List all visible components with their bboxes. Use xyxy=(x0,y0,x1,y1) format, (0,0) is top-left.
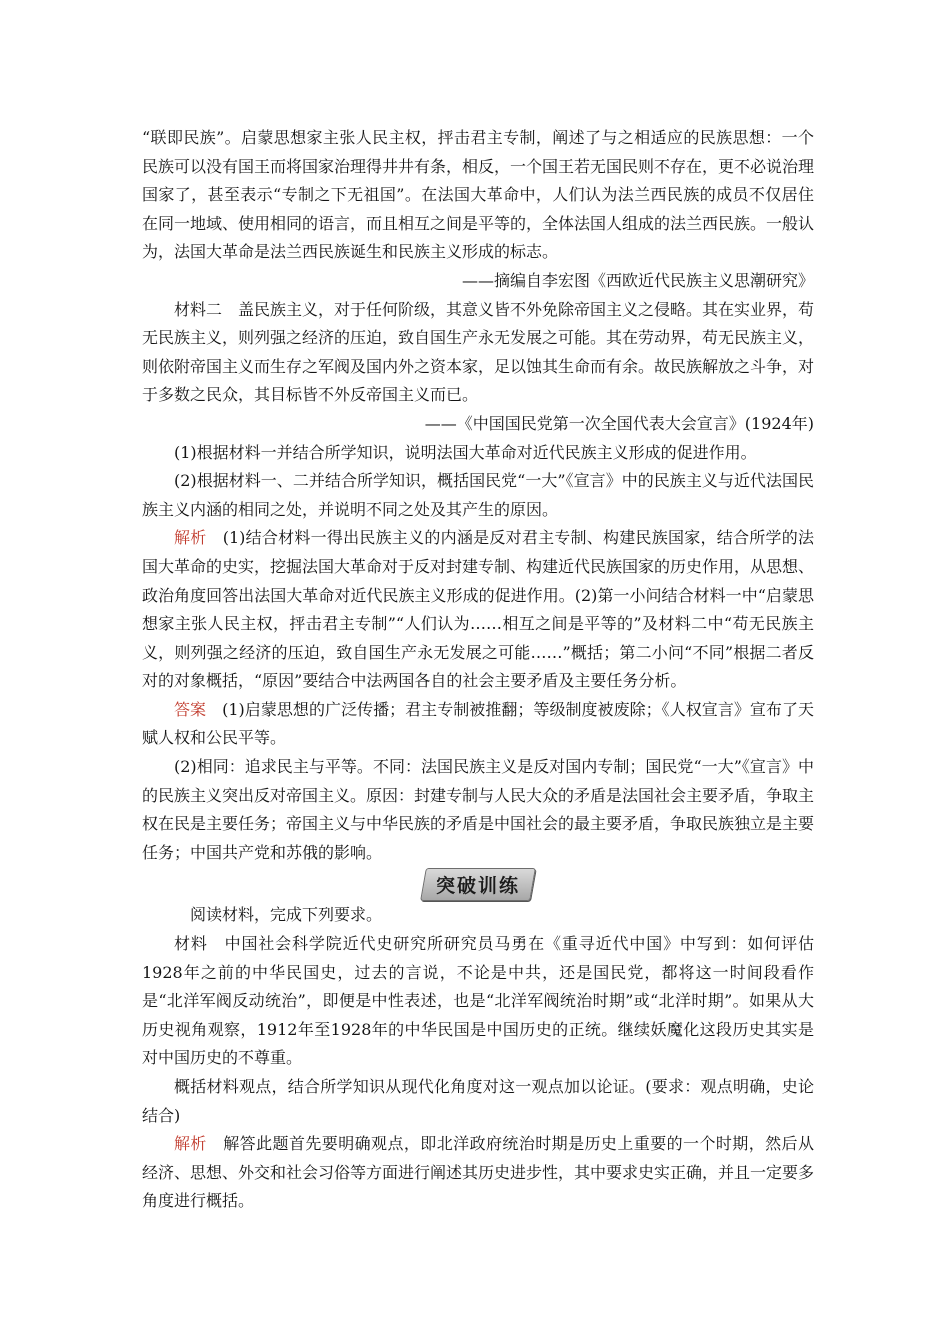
banner-title: 突破训练 xyxy=(435,874,520,897)
banner-box xyxy=(420,868,536,901)
training-material: 材料 中国社会科学院近代史研究所研究员马勇在《重寻近代中国》中写到：如何评估1928年之前的中华民国史，过去的言说，不论是中共，还是国民党，都将这一时间段看作是“北洋军阀反动统治”，即便是中性表述，也是“北洋军阀统治时期”或“北洋时期”。如果从大历史视角观察，1912年至1928年的中华民国是中国历史的正统。继续妖魔化这段历史其实是对中国历史的不尊重。 xyxy=(142,934,814,1068)
instruction-text: 阅读材料，完成下列要求。 xyxy=(190,905,383,925)
question-two: (2)根据材料一、二并结合所学知识，概括国民党“一大”《宣言》中的民族主义与近代法国民族主义内涵的相同之处，并说明不同之处及其产生的原因。 xyxy=(142,471,814,519)
page-content xyxy=(142,124,814,1216)
analysis-label: 解析 xyxy=(174,528,207,548)
answer-one-text: (1)启蒙思想的广泛传播；君主专制被推翻；等级制度被废除；《人权宣言》宣布了天赋人权和公民平等。 xyxy=(142,699,814,748)
answer-block xyxy=(142,696,814,753)
material-one-paragraph: “联即民族”。启蒙思想家主张人民主权，抨击君主专制，阐述了与之相适应的民族思想：一个民族可以没有国王而将国家治理得井井有条，相反，一个国王若无国民则不存在，更不必说治理国家了，甚至表示“专制之下无祖国”。在法国大革命中，人们认为法兰西民族的成员不仅居住在同一地域、使用相同的语言，而且相互之间是平等的，全体法国人组成的法兰西民族。一般认为，法国大革命是法兰西民族诞生和民族主义形成的标志。 xyxy=(142,128,815,262)
section-banner xyxy=(142,867,814,901)
training-analysis-label: 解析 xyxy=(174,1134,207,1154)
material-two-paragraph: 材料二 盖民族主义，对于任何阶级，其意义皆不外免除帝国主义之侵略。其在实业界，苟无民族主义，则列强之经济的压迫，致自国生产永无发展之可能。其在劳动界，苟无民族主义，则依附帝国主义而生存之军阀及国内外之资本家，足以蚀其生命而有余。故民族解放之斗争，对于多数之民众，其目标皆不外反帝国主义而已。 xyxy=(142,299,815,405)
question-one: (1)根据材料一并结合所学知识，说明法国大革命对近代民族主义形成的促进作用。 xyxy=(174,442,757,462)
training-analysis-text: 解答此题首先要明确观点，即北洋政府统治时期是历史上重要的一个时期，然后从经济、思想、外交和社会习俗等方面进行阐述其历史进步性，其中要求史实正确，并且一定要多角度进行概括。 xyxy=(142,1134,815,1211)
analysis-text: (1)结合材料一得出民族主义的内涵是反对君主专制、构建民族国家，结合所学的法国大革命的史实，挖掘法国大革命对于反对封建专制、构建近代民族国家的历史作用，从思想、政治角度回答出法国大革命对近代民族主义形成的促进作用。(2)第一小问结合材料一中“启蒙思想家主张人民主权，抨击君主专制”“人们认为……相互之间是平等的”及材料二中“苟无民族主义，则列强之经济的压迫，致自国生产永无发展之可能……”概括；第二小问“不同”根据二者反对的对象概括，“原因”要结合中法两国各自的社会主要矛盾及主要任务分析。 xyxy=(142,528,815,691)
answer-two-text: (2)相同：追求民主与平等。不同：法国民族主义是反对国内专制；国民党“一大”《宣言》中的民族主义突出反对帝国主义。原因：封建专制与人民大众的矛盾是法国社会主要矛盾，争取主权在民是主要任务；帝国主义与中华民族的矛盾是中国社会的最主要矛盾，争取民族独立是主要任务；中国共产党和苏俄的影响。 xyxy=(142,757,815,862)
training-analysis-block xyxy=(142,1130,814,1216)
training-question: 概括材料观点，结合所学知识从现代化角度对这一观点加以论证。(要求：观点明确，史论结合) xyxy=(142,1077,814,1125)
material-two-source: ——《中国国民党第一次全国代表大会宣言》(1924年) xyxy=(424,413,814,433)
analysis-block xyxy=(142,524,814,696)
answer-label: 答案 xyxy=(174,699,207,719)
material-one-source: ——摘编自李宏图《西欧近代民族主义思潮研究》 xyxy=(461,270,814,290)
